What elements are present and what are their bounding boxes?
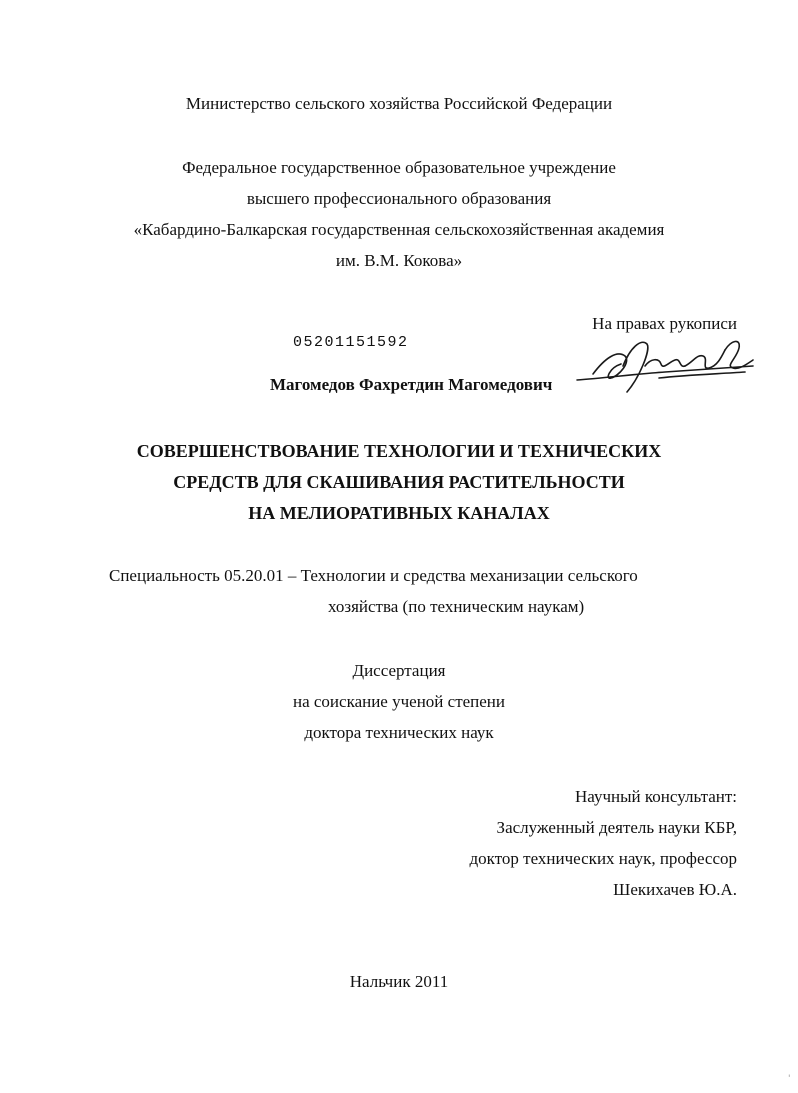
manuscript-note: На правах рукописи xyxy=(592,314,737,333)
title-line-1: СОВЕРШЕНСТВОВАНИЕ ТЕХНОЛОГИИ И ТЕХНИЧЕСКИХ xyxy=(136,441,662,461)
institution-line-1: Федеральное государственное образовательное учреждение xyxy=(182,158,616,177)
consultant-label: Научный консультант: xyxy=(575,787,737,806)
scan-edge-mark: ' xyxy=(788,1074,791,1084)
consultant-name: Шекихачев Ю.А. xyxy=(613,880,737,899)
institution-line-3: «Кабардино-Балкарская государственная сельскохозяйственная академия xyxy=(133,220,665,239)
title-line-3: НА МЕЛИОРАТИВНЫХ КАНАЛАХ xyxy=(248,503,550,523)
dissertation-degree-line: на соискание ученой степени xyxy=(292,692,506,711)
institution-line-2: высшего профессионального образования xyxy=(246,189,552,208)
title-line-2: СРЕДСТВ ДЛЯ СКАШИВАНИЯ РАСТИТЕЛЬНОСТИ xyxy=(173,472,625,492)
dissertation-degree-name: доктора технических наук xyxy=(304,723,494,742)
author-name: Магомедов Фахретдин Магомедович xyxy=(270,375,553,394)
consultant-title-2: доктор технических наук, профессор xyxy=(469,849,737,868)
specialty-line-2: хозяйства (по техническим наукам) xyxy=(328,597,585,616)
consultant-title-1: Заслуженный деятель науки КБР, xyxy=(496,818,737,837)
specialty-line-1: Специальность 05.20.01 – Технологии и средства механизации сельского xyxy=(109,566,638,585)
ministry-name: Министерство сельского хозяйства Российской Федерации xyxy=(185,94,613,113)
dissertation-label: Диссертация xyxy=(352,661,446,680)
author-signature xyxy=(575,328,755,398)
institution-line-4: им. В.М. Кокова» xyxy=(335,251,463,270)
registration-number: 05201151592 xyxy=(293,334,409,351)
city-year: Нальчик 2011 xyxy=(349,972,449,991)
